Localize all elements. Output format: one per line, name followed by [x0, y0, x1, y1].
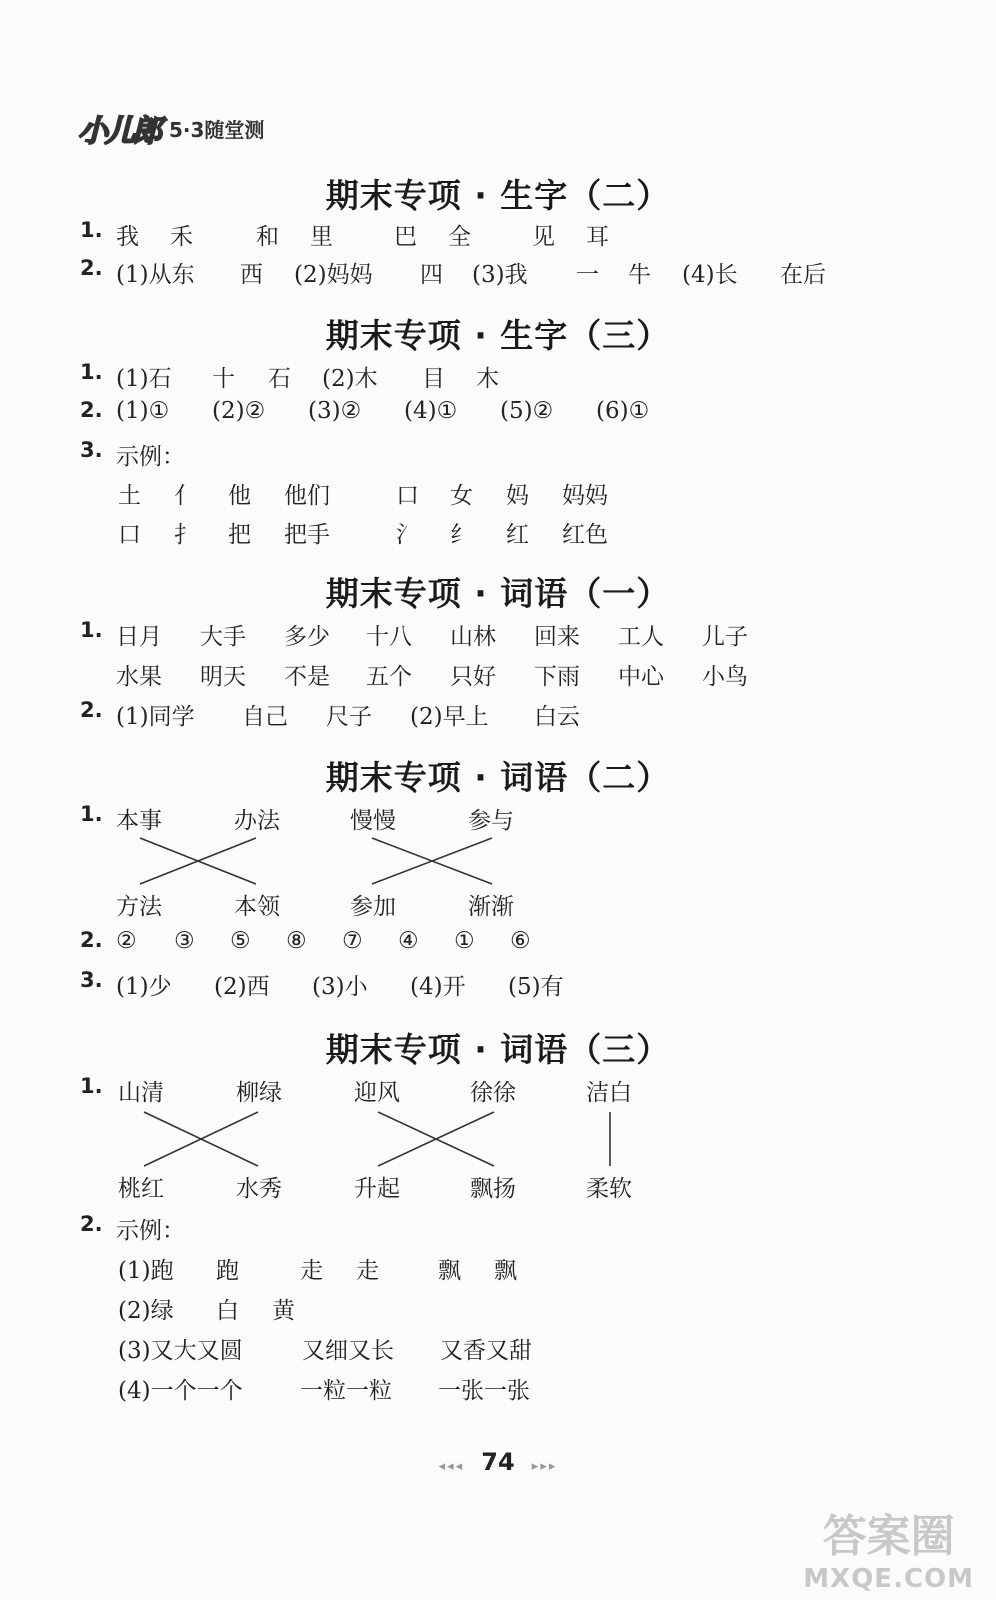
question-number: 2. [80, 1212, 103, 1236]
answer-item: (1)少 [116, 974, 172, 1000]
question-number: 1. [80, 802, 103, 826]
answer-item: 石 [268, 366, 291, 392]
answer-item: 在后 [780, 262, 826, 288]
question-number: 2. [80, 398, 103, 422]
answer-item: 只好 [450, 664, 496, 690]
match-word-bottom: 桃红 [118, 1176, 164, 1202]
match-word-bottom: 渐渐 [468, 894, 514, 920]
question-number: 2. [80, 256, 103, 280]
answer-item: 见 [532, 224, 555, 250]
answer-item: 妈 [506, 483, 529, 509]
answer-item: 红色 [562, 522, 608, 548]
answer-item: 小鸟 [702, 664, 748, 690]
answer-item: (2)绿 [118, 1298, 174, 1324]
answer-item: 耳 [586, 224, 609, 250]
answer-item: ② [116, 928, 137, 954]
answer-item: (1)石 [116, 366, 172, 392]
answer-item: 日月 [116, 624, 162, 650]
answer-item: (3)小 [312, 974, 368, 1000]
watermark [803, 1500, 974, 1594]
answer-item: 四 [420, 262, 443, 288]
question-number: 1. [80, 1074, 103, 1098]
match-line [144, 1112, 258, 1166]
answer-item: 全 [448, 224, 471, 250]
brand-logo: 小儿郎 [78, 114, 159, 149]
match-word-top: 柳绿 [236, 1080, 282, 1106]
question-number: 1. [80, 618, 103, 642]
answer-item: 妈妈 [562, 483, 608, 509]
answer-item: 自己 [242, 704, 288, 730]
answer-item: 他 [228, 483, 251, 509]
question-number: 3. [80, 968, 103, 992]
answer-item: 一粒一粒 [300, 1378, 392, 1404]
answer-item: 下雨 [534, 664, 580, 690]
answer-item: (4)长 [682, 262, 738, 288]
answer-item: (2)妈妈 [294, 262, 373, 288]
answer-item: 明天 [200, 664, 246, 690]
section-title-ciyu-2: 期末专项 · 词语（二） [325, 758, 671, 797]
match-word-bottom: 水秀 [236, 1176, 282, 1202]
match-word-top: 山清 [118, 1080, 164, 1106]
match-word-top: 洁白 [586, 1080, 632, 1106]
answer-item: 口 [396, 483, 419, 509]
answer-item: ⑦ [342, 928, 363, 954]
question-number: 1. [80, 360, 103, 384]
answer-item: 中心 [618, 664, 664, 690]
answer-item: 飘 [438, 1258, 461, 1284]
answer-item: 一张一张 [438, 1378, 530, 1404]
answer-item: (2)西 [214, 974, 270, 1000]
answer-item: 一 [576, 262, 599, 288]
match-word-top: 徐徐 [470, 1080, 516, 1106]
match-word-bottom: 方法 [116, 894, 162, 920]
question-number: 2. [80, 928, 103, 952]
answer-item: (1)跑 [118, 1258, 174, 1284]
answer-item: (5)② [500, 398, 554, 424]
question-number: 2. [80, 698, 103, 722]
answer-item: 不是 [284, 664, 330, 690]
answer-item: 水果 [116, 664, 162, 690]
book-header [78, 108, 264, 148]
answer-item: 尺子 [326, 704, 372, 730]
answer-item: 红 [506, 522, 529, 548]
answer-item: 纟 [450, 522, 473, 548]
answer-item: 十八 [366, 624, 412, 650]
match-word-top: 本事 [116, 808, 162, 834]
question-number: 3. [80, 438, 103, 462]
answer-item: 目 [422, 366, 445, 392]
answer-item: 土 [118, 483, 141, 509]
answer-item: 走 [356, 1258, 379, 1284]
answer-item: 把 [228, 522, 251, 548]
answer-item: (3)又大又圆 [118, 1338, 243, 1364]
answer-item: ⑤ [230, 928, 251, 954]
answer-item: (2)早上 [410, 704, 489, 730]
answer-item: 白 [216, 1298, 239, 1324]
answer-item: 黄 [272, 1298, 295, 1324]
section-title-ciyu-1: 期末专项 · 词语（一） [325, 574, 671, 613]
match-line [378, 1112, 494, 1166]
match-word-top: 参与 [468, 808, 514, 834]
answer-item: 又细又长 [302, 1338, 394, 1364]
answer-item: (6)① [596, 398, 650, 424]
watermark-url: MXQE.COM [803, 1564, 974, 1594]
answer-item: (4)① [404, 398, 458, 424]
answer-item: 他们 [284, 483, 330, 509]
answer-item: 西 [240, 262, 263, 288]
answer-item: 多少 [284, 624, 330, 650]
answer-item: (2)② [212, 398, 266, 424]
section-title-shengzi-3: 期末专项 · 生字（三） [325, 316, 671, 355]
match-word-bottom: 柔软 [586, 1176, 632, 1202]
answer-item: (5)有 [508, 974, 564, 1000]
series-name: 5·3随堂测 [169, 117, 265, 142]
answer-item: 氵 [396, 522, 419, 548]
answer-item: 亻 [174, 483, 197, 509]
answer-item: 禾 [170, 224, 193, 250]
answer-item: 和 [256, 224, 279, 250]
match-line [144, 1112, 258, 1166]
section-title-shengzi-2: 期末专项 · 生字（二） [325, 176, 671, 215]
match-word-bottom: 飘扬 [470, 1176, 516, 1202]
answer-item: (1)① [116, 398, 170, 424]
question-number: 1. [80, 218, 103, 242]
match-word-bottom: 升起 [354, 1176, 400, 1202]
answer-item: (3)我 [472, 262, 528, 288]
section-title-ciyu-3: 期末专项 · 词语（三） [325, 1030, 671, 1069]
page-footer [0, 1448, 996, 1476]
answer-item: 飘 [494, 1258, 517, 1284]
answer-item: ④ [398, 928, 419, 954]
answer-item: 里 [310, 224, 333, 250]
answer-item: 巴 [394, 224, 417, 250]
right-arrows-icon: ▸▸▸ [531, 1459, 558, 1474]
answer-item: 牛 [628, 262, 651, 288]
answer-item: 把手 [284, 522, 330, 548]
answer-item: ⑥ [510, 928, 531, 954]
answer-item: (1)从东 [116, 262, 195, 288]
match-word-top: 慢慢 [350, 808, 396, 834]
match-line [140, 838, 256, 884]
answer-item: ③ [174, 928, 195, 954]
match-line [372, 838, 492, 884]
match-line [140, 838, 256, 884]
answer-item: ⑧ [286, 928, 307, 954]
example-label: 示例： [116, 444, 185, 470]
answer-item: 五个 [366, 664, 412, 690]
answer-item: 大手 [200, 624, 246, 650]
example-label: 示例： [116, 1218, 185, 1244]
answer-item: 山林 [450, 624, 496, 650]
answer-item: 跑 [216, 1258, 239, 1284]
match-word-top: 办法 [234, 808, 280, 834]
page-number: 74 [481, 1448, 515, 1476]
answer-item: (4)一个一个 [118, 1378, 243, 1404]
match-word-bottom: 参加 [350, 894, 396, 920]
match-line [378, 1112, 494, 1166]
answer-item: 回来 [534, 624, 580, 650]
answer-item: ① [454, 928, 475, 954]
answer-item: 白云 [534, 704, 580, 730]
answer-item: 扌 [174, 522, 197, 548]
answer-item: 女 [450, 483, 473, 509]
answer-item: 儿子 [702, 624, 748, 650]
answer-item: 走 [300, 1258, 323, 1284]
match-line [372, 838, 492, 884]
answer-item: 口 [118, 522, 141, 548]
left-arrows-icon: ◂◂◂ [438, 1459, 465, 1474]
answer-item: 工人 [618, 624, 664, 650]
answer-item: (4)开 [410, 974, 466, 1000]
answer-item: (3)② [308, 398, 362, 424]
answer-item: 又香又甜 [440, 1338, 532, 1364]
answer-item: 十 [212, 366, 235, 392]
watermark-logo: 答案圈 [822, 1511, 955, 1562]
answer-item: 木 [476, 366, 499, 392]
answer-item: (1)同学 [116, 704, 195, 730]
match-word-bottom: 本领 [234, 894, 280, 920]
answer-item: 我 [116, 224, 139, 250]
match-word-top: 迎风 [354, 1080, 400, 1106]
answer-item: (2)木 [322, 366, 378, 392]
